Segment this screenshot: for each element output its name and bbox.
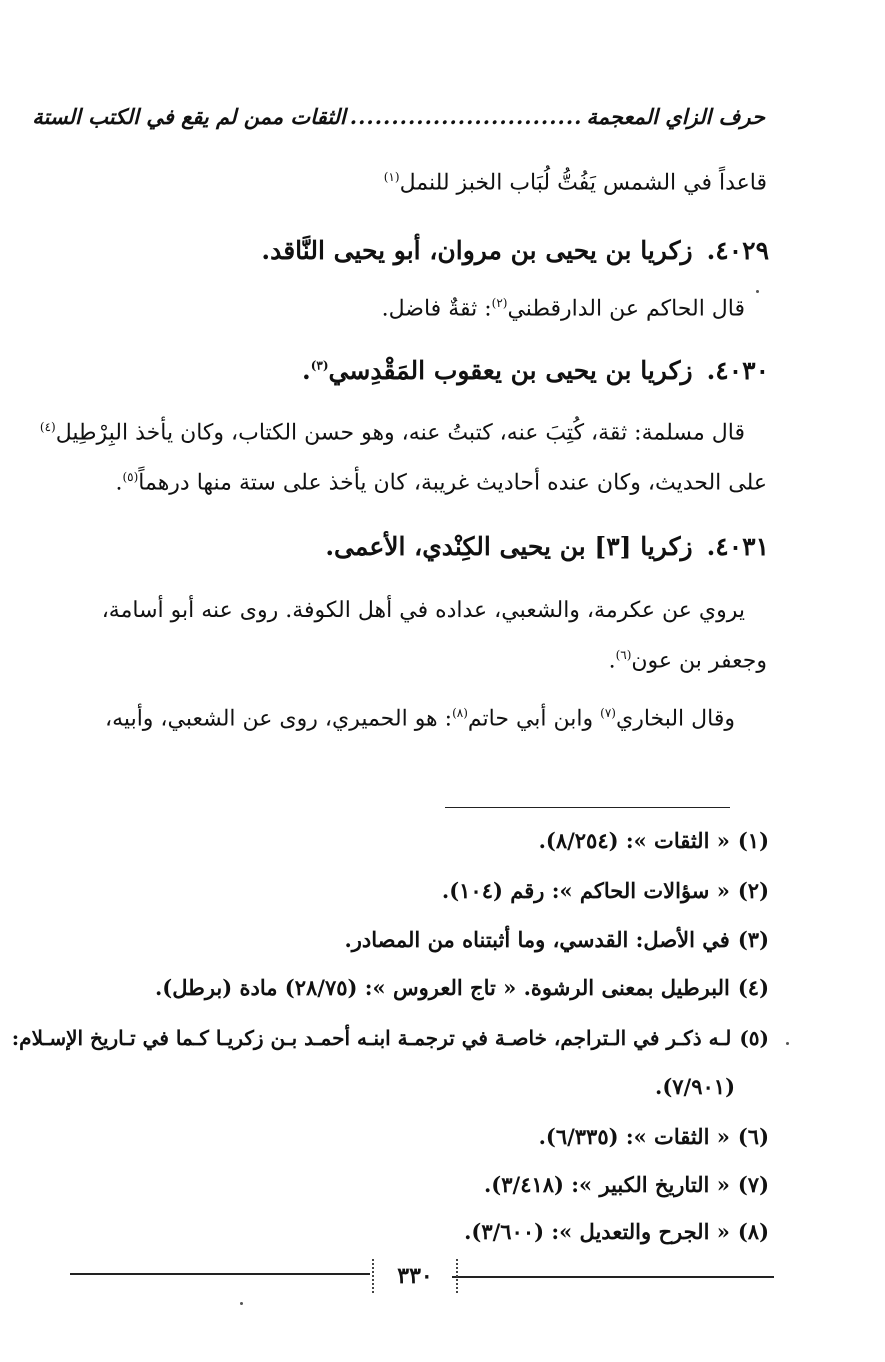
header-dots: ............................ [349,104,583,129]
text-line: قال الحاكم عن الدارقطني$^{(٢)}$: ثقةٌ فاضل. [381,296,745,322]
header-right-title: حرف الزاي المعجمة [586,104,765,129]
entry-heading-4031 [325,532,769,561]
entry-heading-4029 [261,236,769,265]
entry-number: ٤٠٢٩. [706,236,769,265]
text-line: قال مسلمة: ثقة، كُتِبَ عنه، كتبتُ عنه، وهو حسن الكتاب، وكان يأخذ البِرْطِيل$^{(٤)}$ [39,420,745,446]
text-line: قاعداً في الشمس يَفُتُّ لُبَاب الخبز للنمل$^{(١)}$ [383,170,767,196]
footnote-ref: (٥) [122,470,139,484]
footnote-ref: (٣) [310,358,329,373]
entry-title: زكريا [٣] بن يحيى الكِنْدي، الأعمى. [325,532,693,561]
footnote-ref: (٤) [39,420,56,434]
footnote-4: (٤)البرطيل بمعنى الرشوة. « تاج العروس »: (٢٨/٧٥) مادة (برطل). [154,975,769,1000]
bottom-rule [452,1276,774,1278]
footnote-8: (٨)« الجرح والتعديل »: (٣/٦٠٠). [464,1219,769,1244]
scan-speck [756,290,759,293]
entry-heading-4030: ٤٠٣٠.زكريا بن يحيى بن يعقوب المَقْدِسي$^{(٣)}$. [302,356,769,385]
scan-speck [240,1302,243,1305]
footnote-ref: (٦) [615,648,632,662]
entry-number: ٤٠٣٠. [706,356,769,385]
entry-title: زكريا بن يحيى بن مروان، أبو يحيى النَّاقد. [261,236,693,265]
footnote-ref: (١) [383,170,400,184]
entry-title: زكريا بن يحيى بن يعقوب المَقْدِسي [328,356,693,385]
text-line: وجعفر بن عون$^{(٦)}$. [608,648,767,674]
text-line: يروي عن عكرمة، والشعبي، عداده في أهل الكوفة. روى عنه أبو أسامة، [101,598,745,623]
bottom-rule [70,1273,370,1275]
text-line: وقال البخاري$^{(٧)}$ وابن أبي حاتم$^{(٨)}$: هو الحميري، روى عن الشعبي، وأبيه، [105,706,735,732]
footnote-ref: (٢) [491,296,508,310]
footnote-5-continued: (٧/٩٠١). [655,1074,735,1099]
footnote-ref: (٧) [600,706,616,720]
footnote-5: (٥)لـه ذكـر في الـتراجم، خاصـة في ترجمـة ابنـه أحمـد بـن زكريـا كـما في تـاريخ الإسـلام: [11,1026,769,1050]
scan-speck [786,1042,789,1045]
footnote-7: (٧)« التاريخ الكبير »: (٣/٤١٨). [484,1172,769,1197]
page-number: ٣٣٠ [372,1259,458,1293]
footnote-2: (٢)« سؤالات الحاكم »: رقم (١٠٤). [441,878,769,903]
text-line: على الحديث، وكان عنده أحاديث غريبة، كان يأخذ على ستة منها درهماً$^{(٥)}$. [115,470,767,496]
footnote-separator [445,807,730,808]
footnote-3: (٣)في الأصل: القدسي، وما أثبتناه من المصادر. [344,927,769,952]
footnote-1: (١)« الثقات »: (٨/٢٥٤). [538,828,769,853]
entry-number: ٤٠٣١. [706,532,769,561]
running-header [32,104,765,129]
header-left-title: الثقات ممن لم يقع في الكتب الستة [32,104,346,129]
footnote-6: (٦)« الثقات »: (٦/٣٣٥). [538,1124,769,1149]
footnote-ref: (٨) [452,706,468,720]
